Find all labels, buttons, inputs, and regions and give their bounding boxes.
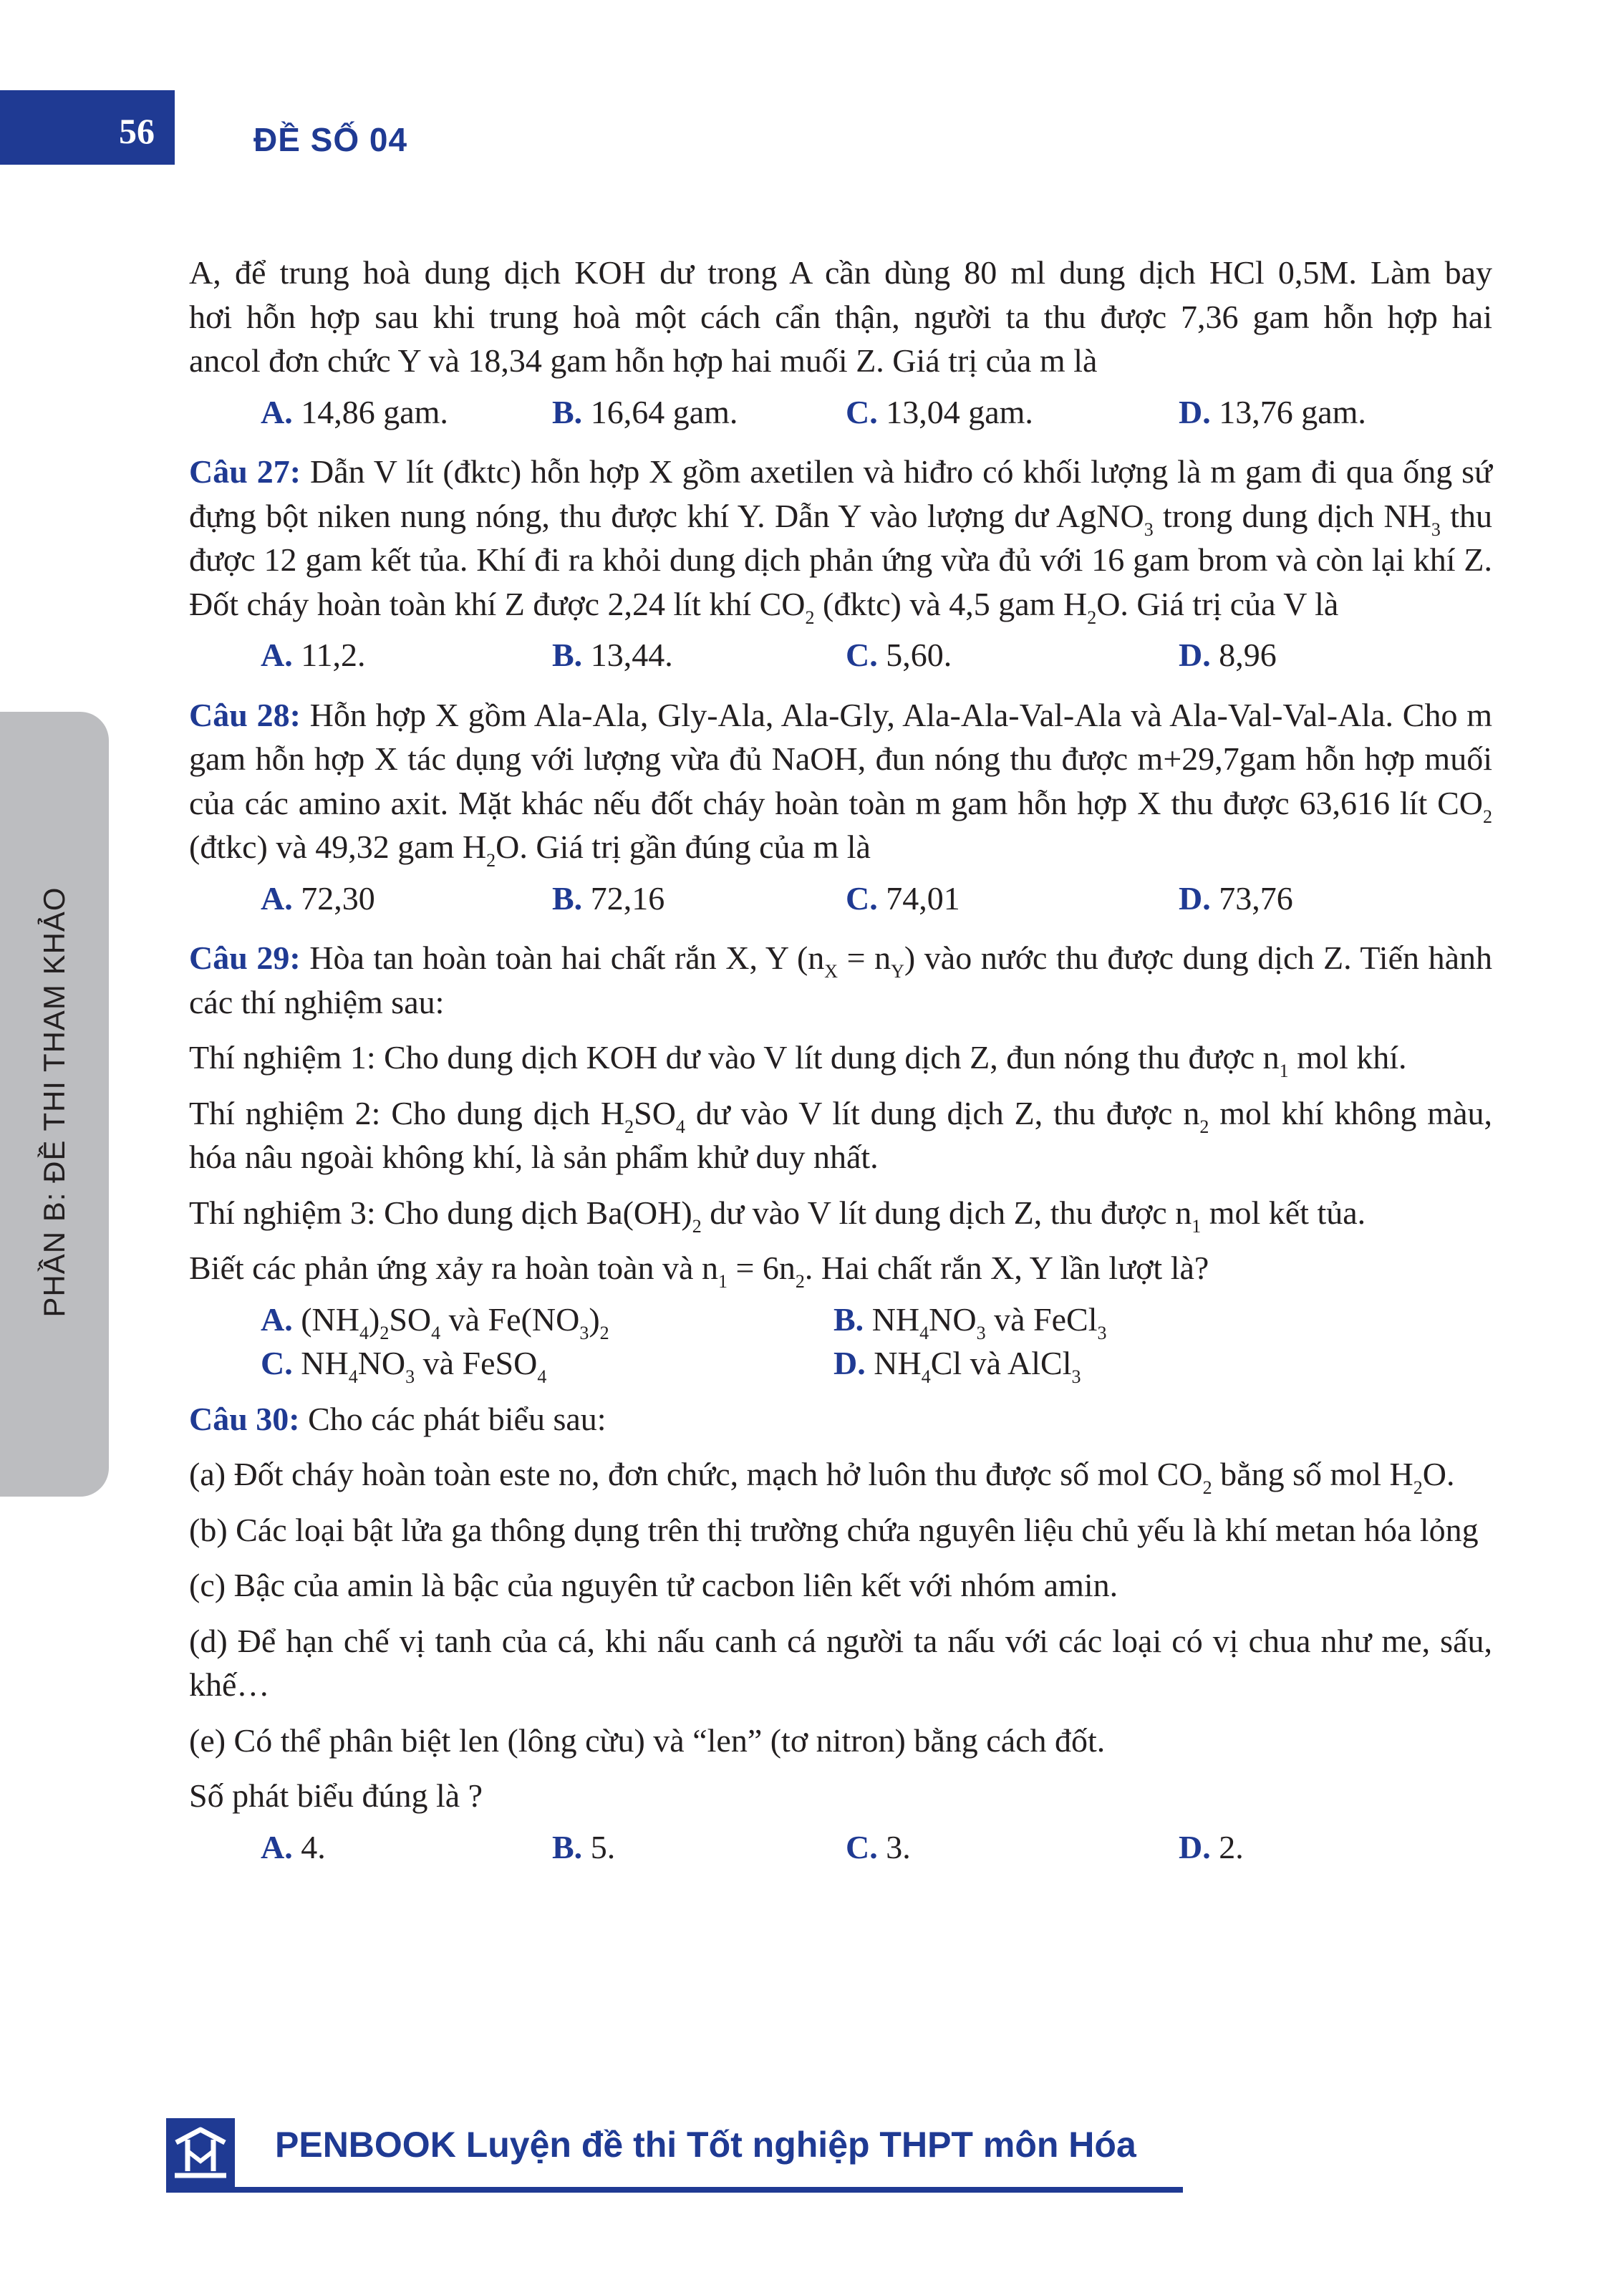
option-text: 72,16 [590, 879, 665, 917]
q26-option-d[interactable] [1179, 390, 1470, 435]
exam-title: ĐỀ SỐ 04 [253, 121, 408, 158]
question-28: Câu 28: Hỗn hợp X gồm Ala-Ala, Gly-Ala, Ala-Gly, Ala-Ala-Val-Ala và Ala-Val-Val-Ala. Cho m gam hỗn hợp X tác dụng với lượng vừa đủ NaOH, đun nóng thu được m+29,7gam hỗn hợp muối của các amino axit. Mặt khác nếu đốt cháy hoàn toàn m gam hỗn hợp X thu được 63,616 lít $CO_2$ (đtkc) và 49,32 gam $H_2O$. Giá trị gần đúng của m là [189, 696, 1493, 871]
option-text: 2. [1219, 1828, 1244, 1865]
option-label: C. [846, 879, 878, 917]
option-text: 5. [590, 1828, 616, 1865]
q26-line-3: ancol đơn chức Y và 18,34 gam hỗn hợp hai muối Z. Giá trị của m là [189, 342, 1098, 379]
option-label: A. [261, 879, 293, 917]
q27-options [189, 633, 1492, 677]
option-text: 13,04 gam. [886, 393, 1033, 430]
option-label: B. [552, 393, 583, 430]
q27-option-d[interactable] [1179, 633, 1470, 677]
q27-option-c[interactable] [846, 633, 1179, 677]
page-content [189, 251, 1492, 1869]
q29-option-d[interactable]: D. $NH_4Cl$ và AlCl$_3$ [833, 1345, 1081, 1387]
option-text: 73,76 [1219, 879, 1293, 917]
option-text: 11,2. [301, 637, 366, 673]
q29-experiment-2: Thí nghiệm 2: Cho dung dịch $H_2SO_4$ dư vào V lít dung dịch Z, thu được $n_2$ mol khí không màu, hóa nâu ngoài không khí, là sản phẩm khử duy nhất. [189, 1094, 1492, 1175]
option-label: B. [552, 879, 583, 917]
q28-option-b[interactable] [552, 876, 846, 921]
q27-option-a[interactable] [261, 633, 552, 677]
q26-line-1: A, để trung hoà dung dịch KOH dư trong A cần dùng 80 ml dung dịch HCl 0,5M. Làm bay [189, 254, 1492, 291]
option-label: C. [846, 393, 878, 430]
side-tab-label: PHẦN B: ĐỀ THI THAM KHẢO [37, 887, 71, 1318]
q26-options [189, 390, 1492, 435]
q28-option-c[interactable] [846, 876, 1179, 921]
q30-statement-d: (d) Để hạn chế vị tanh của cá, khi nấu canh cá người ta nấu với các loại có vị chua như me, sấu, khế… [189, 1622, 1492, 1703]
option-label: D. [1179, 879, 1211, 917]
side-tab [0, 712, 109, 1497]
q29-option-a[interactable]: A. $(NH_4)_2SO_4$ và $Fe(NO_3)_2$ [261, 1300, 609, 1343]
page-number-box [0, 90, 175, 165]
q26-option-b[interactable] [552, 390, 846, 435]
footer-title: PENBOOK Luyện đề thi Tốt nghiệp THPT môn Hóa [275, 2125, 1136, 2165]
option-text: 16,64 gam. [590, 393, 738, 430]
question-label: Câu 28: [189, 696, 301, 733]
q27-option-b[interactable] [552, 633, 846, 677]
q26-option-c[interactable] [846, 390, 1179, 435]
question-label: Câu 30: [189, 1400, 300, 1437]
q29-option-b[interactable]: B. $NH_4NO_3$ và FeCl$_3$ [833, 1300, 1107, 1343]
option-text: 13,76 gam. [1219, 393, 1366, 430]
option-label: A. [261, 637, 293, 673]
q26-line-2: hơi hỗn hợp sau khi trung hoà một cách cẩn thận, người ta thu được 7,36 gam hỗn hợp hai [189, 298, 1492, 335]
q30-statement-a: (a) Đốt cháy hoàn toàn este no, đơn chức, mạch hở luôn thu được số mol $CO_2$ bằng số mol $H_2O$. [189, 1456, 1455, 1498]
q30-statement-c: (c) Bậc của amin là bậc của nguyên tử cacbon liên kết với nhóm amin. [189, 1567, 1118, 1603]
q26-option-a[interactable] [261, 390, 552, 435]
question-30: Câu 30: Cho các phát biểu sau: [189, 1400, 606, 1437]
option-text: 8,96 [1219, 637, 1277, 673]
q29-experiment-1: Thí nghiệm 1: Cho dung dịch KOH dư vào V lít dung dịch Z, đun nóng thu được $n_1$ mol khí. [189, 1039, 1407, 1081]
option-text: 74,01 [886, 879, 960, 917]
q28-option-a[interactable] [261, 876, 552, 921]
question-27: Câu 27: Dẫn V lít (đktc) hỗn hợp X gồm axetilen và hiđro có khối lượng là m gam đi qua ống sứ đựng bột niken nung nóng, thu được khí Y. Dẫn Y vào lượng dư AgNO$_3$ trong dung dịch $NH_3$ thu được 12 gam kết tủa. Khí đi ra khỏi dung dịch phản ứng vừa đủ với 16 gam brom và còn lại khí Z. Đốt cháy hoàn toàn khí Z được 2,24 lít khí $CO_2$ (đktc) và 4,5 gam $H_2O$. Giá trị của V là [189, 453, 1492, 628]
option-text: 13,44. [590, 637, 673, 673]
option-text: 5,60. [886, 637, 952, 673]
option-label: D. [1179, 637, 1211, 673]
footer-rule [166, 2187, 1183, 2193]
q28-option-d[interactable] [1179, 876, 1470, 921]
question-26-tail [189, 251, 1492, 383]
question-label: Câu 29: [189, 940, 301, 976]
q30-option-d[interactable] [1179, 1825, 1470, 1870]
question-label: Câu 27: [189, 453, 301, 490]
option-text: 14,86 gam. [301, 393, 448, 430]
option-label: D. [1179, 393, 1211, 430]
option-label: D. [1179, 1828, 1211, 1865]
q29-options [189, 1298, 1492, 1386]
penbook-logo-icon [166, 2118, 235, 2187]
q30-option-b[interactable] [552, 1825, 846, 1870]
option-text: 4. [301, 1828, 326, 1865]
q28-options [189, 876, 1492, 921]
q29-option-c[interactable]: C. $NH_4NO_3$ và FeSO$_4$ [261, 1345, 547, 1387]
option-text: 3. [886, 1828, 911, 1865]
q30-statement-e: (e) Có thể phân biệt len (lông cừu) và “len” (tơ nitron) bằng cách đốt. [189, 1721, 1106, 1759]
option-label: B. [552, 1828, 583, 1865]
option-label: C. [846, 1828, 878, 1865]
option-label: C. [846, 637, 878, 673]
option-text: 72,30 [301, 879, 375, 917]
q30-question: Số phát biểu đúng là ? [189, 1777, 483, 1814]
q30-statement-b: (b) Các loại bật lửa ga thông dụng trên thị trường chứa nguyên liệu chủ yếu là khí metan hóa lỏng [189, 1511, 1479, 1548]
q30-option-c[interactable] [846, 1825, 1179, 1870]
option-label: B. [552, 637, 583, 673]
q30-option-a[interactable] [261, 1825, 552, 1870]
q30-options [189, 1825, 1492, 1870]
question-29: Câu 29: Hòa tan hoàn toàn hai chất rắn X, Y $(n_X = n_Y)$ vào nước thu được dung dịch Z. Tiến hành các thí nghiệm sau: [189, 940, 1492, 1020]
q29-question: Biết các phản ứng xảy ra hoàn toàn và $n_1 = 6n_2$. Hai chất rắn X, Y lần lượt là? [189, 1250, 1209, 1292]
q29-experiment-3: Thí nghiệm 3: Cho dung dịch $Ba(OH)_2$ dư vào V lít dung dịch Z, thu được $n_1$ mol kết tủa. [189, 1194, 1366, 1237]
page-number: 56 [119, 111, 155, 151]
option-label: A. [261, 393, 293, 430]
option-label: A. [261, 1828, 293, 1865]
